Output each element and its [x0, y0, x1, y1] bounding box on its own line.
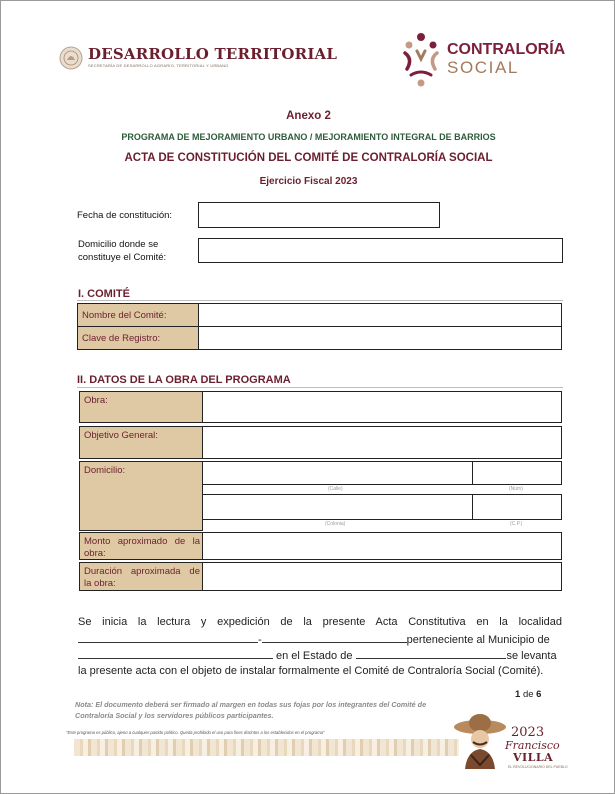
francisco-logo-text: Francisco	[505, 739, 560, 752]
calle-hint: (Calle)	[328, 486, 343, 492]
domicilio-label-line2: constituye el Comité:	[78, 252, 167, 263]
acta-title: ACTA DE CONSTITUCIÓN DEL COMITÉ DE CONTRALORÍA SOCIAL	[124, 152, 493, 164]
national-seal-icon	[59, 46, 83, 70]
objetivo-label: Objetivo General:	[84, 430, 158, 441]
duracion-label-line2: la obra:	[84, 578, 116, 589]
obra-label-cell	[79, 391, 203, 423]
page-total: 6	[536, 689, 542, 700]
paragraph-line2	[78, 632, 562, 646]
fiscal-year-title: Ejercicio Fiscal 2023	[259, 176, 358, 187]
page-number	[515, 689, 541, 700]
page-current: 1	[515, 689, 521, 700]
colonia-field[interactable]	[202, 494, 473, 520]
year-logo: 2023	[511, 725, 545, 740]
calle-field[interactable]	[202, 461, 473, 485]
contraloria-social-logo-icon	[399, 29, 443, 89]
en-estado-text: en el Estado de	[276, 650, 353, 662]
localidad-blank-2[interactable]	[262, 632, 407, 643]
section-comite-title: I. COMITÉ	[78, 288, 130, 300]
paragraph-line1: Se inicia la lectura y expedición de la presente Acta Constitutiva en la localidad	[78, 616, 562, 628]
objetivo-field[interactable]	[202, 426, 562, 459]
monto-label-line1: Monto aproximado de la	[84, 536, 200, 547]
dash-text: -	[258, 634, 262, 646]
duracion-field[interactable]	[202, 562, 562, 591]
domicilio-label-line1: Domicilio donde se	[78, 239, 159, 250]
nombre-comite-field[interactable]	[198, 303, 562, 327]
francisco-villa-portrait-icon	[453, 713, 507, 769]
paragraph-line4: la presente acta con el objeto de instalar formalmente el Comité de Contraloría Social (Comité).	[78, 665, 544, 677]
anexo-title: Anexo 2	[286, 110, 331, 122]
numero-field[interactable]	[472, 461, 562, 485]
section-divider	[77, 300, 563, 301]
villa-tagline: EL REVOLUCIONARIO DEL PUEBLO	[508, 765, 568, 769]
cp-field[interactable]	[472, 494, 562, 520]
page-separator: de	[522, 689, 534, 700]
numero-hint: (Núm)	[509, 486, 523, 492]
domicilio-obra-label-cell	[79, 461, 203, 531]
section-divider	[77, 387, 563, 388]
contraloria-logo-line2: SOCIAL	[447, 58, 519, 77]
domicilio-field[interactable]	[198, 238, 563, 263]
perteneciente-text: perteneciente al Municipio de	[406, 634, 550, 646]
clave-registro-label: Clave de Registro:	[82, 333, 161, 344]
monto-label-cell	[79, 532, 203, 560]
fecha-field[interactable]	[198, 202, 440, 228]
contraloria-logo-line1: CONTRALORÍA	[447, 41, 566, 58]
localidad-blank[interactable]	[78, 632, 258, 643]
decorative-band	[74, 739, 459, 756]
section-obra-title: II. DATOS DE LA OBRA DEL PROGRAMA	[77, 374, 291, 386]
fecha-label: Fecha de constitución:	[77, 210, 173, 221]
monto-label-line2: obra:	[84, 548, 106, 559]
paragraph-line3	[78, 648, 562, 662]
obra-label: Obra:	[84, 395, 108, 406]
cp-hint: (C.P.)	[510, 521, 523, 527]
estado-blank[interactable]	[356, 648, 506, 659]
desarrollo-territorial-logo-subtitle: SECRETARÍA DE DESARROLLO AGRARIO, TERRITORIAL Y URBANO	[88, 63, 229, 68]
duracion-label-cell	[79, 562, 203, 591]
villa-logo-text: VILLA	[513, 751, 554, 764]
nombre-comite-label-cell	[77, 303, 199, 327]
program-title: PROGRAMA DE MEJORAMIENTO URBANO / MEJORAMIENTO INTEGRAL DE BARRIOS	[121, 132, 496, 142]
colonia-hint: (Colonia)	[325, 521, 346, 527]
desarrollo-territorial-logo-title: DESARROLLO TERRITORIAL	[88, 45, 338, 63]
clave-registro-field[interactable]	[198, 326, 562, 350]
municipio-blank[interactable]	[78, 648, 273, 659]
clave-registro-label-cell	[77, 326, 199, 350]
domicilio-obra-label: Domicilio:	[84, 465, 126, 476]
signature-note: Nota: El documento deberá ser firmado al margen en todas sus fojas por los integrantes del Comité de Contraloría Social y los servidores públicos participantes.	[75, 700, 427, 720]
monto-field[interactable]	[202, 532, 562, 560]
objetivo-label-cell	[79, 426, 203, 459]
se-levanta-text: se levanta	[506, 650, 557, 662]
duracion-label-line1: Duración aproximada de	[84, 566, 200, 577]
legal-disclaimer: "Este programa es público, ajeno a cualquier partido político. Queda prohibido el uso para fines distintos a los establecidos en el programa"	[66, 730, 325, 735]
nombre-comite-label: Nombre del Comité:	[82, 310, 167, 321]
obra-field[interactable]	[202, 391, 562, 423]
